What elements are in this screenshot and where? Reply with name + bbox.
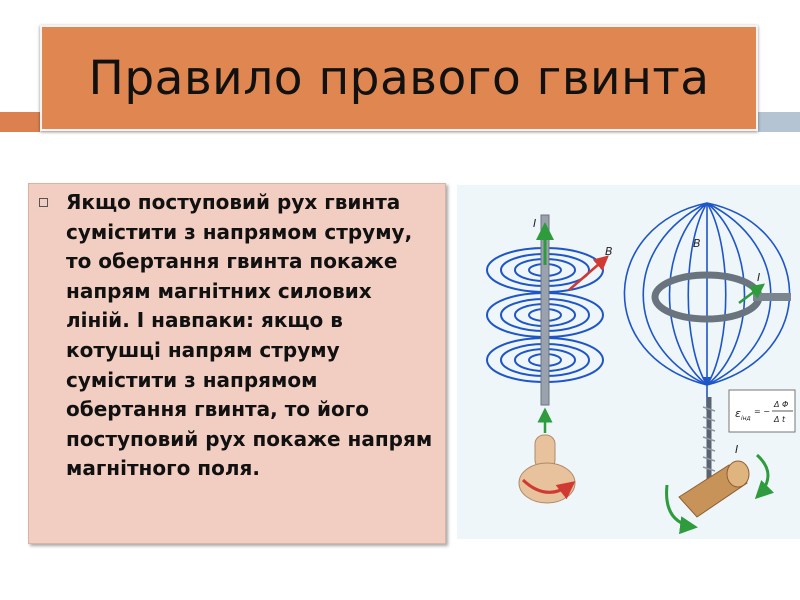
coil-field-label: B: [693, 237, 701, 250]
coil-group: [624, 203, 791, 410]
title-box: [40, 25, 758, 131]
slide-title: Правило правого гвинта: [88, 50, 710, 106]
formula-numerator: Δ Φ: [774, 400, 789, 409]
formula-equals: = −: [754, 407, 770, 416]
screw-current-label: I: [735, 443, 739, 456]
bullet-square-icon: [39, 198, 48, 207]
coil-current-label: I: [757, 271, 761, 284]
formula-denominator: Δ t: [774, 415, 786, 424]
formula-sub: інд: [740, 415, 751, 422]
field-vector-label: B: [605, 245, 613, 258]
current-label: I: [533, 217, 537, 230]
right-hand-rule-diagram: [457, 185, 800, 539]
body-text: Якщо поступовий рух гвинта сумістити з напрямом струму, то обертання гвинта покаже напрям магнітних силових ліній. І навпаки: якщо в котушці напрям струму сумістити з напрямом обертання гвинта, то його поступовий рух покаже напрям магнітного поля.: [66, 190, 433, 481]
wooden-block-icon: [679, 461, 749, 517]
text-panel: [28, 183, 446, 544]
figure-illustration: [457, 185, 800, 539]
coil-lead: [753, 293, 791, 301]
formula-lhs: ε: [735, 407, 741, 420]
decorative-band-right: [758, 112, 800, 132]
decorative-band-left: [0, 112, 40, 132]
straight-wire-group: [487, 215, 613, 503]
hand-icon: [519, 435, 575, 503]
rotation-arrow-right: [757, 455, 768, 497]
formula-box: [729, 390, 795, 432]
